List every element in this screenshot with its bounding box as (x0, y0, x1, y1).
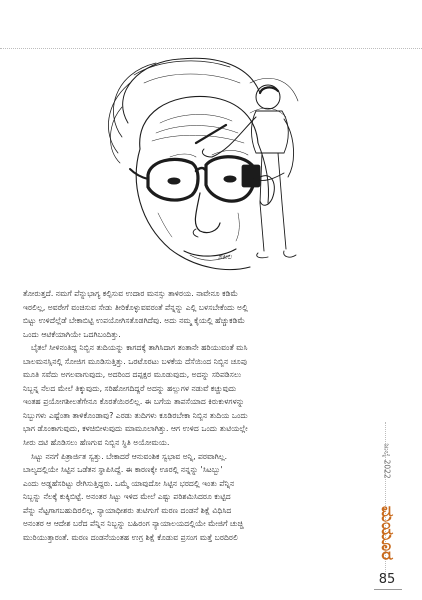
text-line: ಸೀರು ದಟಿ ಹೊಡಿಸಲು ಹೆಣಗುವ ನಿಬ್ಬಿನ ಸ್ಥಿತಿ ಅಯೋಮಯ. (23, 438, 170, 448)
text-line: ಭಾಗ ಡೊಂಕಾಗುವುದು, ಕಳಚಿಬೀಳುವುದು ಮಾಮೂಲಾಗಿತ್ತು. ಆಗ ಉಳಿದ ಒಂದು ತುಟಿಯಲ್ಲೇ (23, 424, 248, 434)
text-line: ಮುರಿಯುತ್ತಾರಂತೆ. ಮರಣ ದಂಡನೆಯಂತಹ ಉಗ್ರ ಶಿಕ್ಷೆ ಕೊಡುವ ಪ್ರಸಂಗ ಮತ್ತೆ ಬರದಿರಲಿ (23, 532, 238, 542)
text-line: ಇಂತಹ ಪ್ರಯೋಗಶೀಲತೆಗೇನೂ ಕೊರತೆಯಿರಲಿಲ್ಲ. ಈ ಬಗೆಯ ತಾಪಸೆಯಾದ ಕಿರುಕುಳಗಳನ್ನು (23, 397, 245, 407)
text-line: ಬಿಟ್ಟು ಉಳಿದೆಲ್ಲೆಡೆ ಬೇಕಾಬಿಟ್ಟಿ ಉಪಯೋಗಿಸತೊಡಗಿದೆವು. ಅದು ನಮ್ಮ ಕೈಯಲ್ಲಿ ಹೆಚ್ಚುಕಡಿಮೆ (23, 316, 246, 326)
text-line: ಬಾಲಮನಸ್ಸಿನಲ್ಲಿ ಸೋಜಿಗ ಮೂಡಿಸುತ್ತಿತ್ತು. ಒರಟೊರಟು ಬಳಕೆಯ ದೆಸೆಯಿಂದ ನಿಬ್ಬಿನ ಚೂಪು (23, 356, 248, 366)
text-line: ತೋರುತ್ತದೆ. ನಮಗೆ ಪೆನ್ನುಭಾಗ್ಯ ಕಲ್ಪಿಸುವ ಉದಾರ ಮನಸ್ಸು ತಾಳಿರಯ. ನಾವೇನೂ ಕಡಿಮೆ (23, 289, 239, 298)
page-number: 85 (378, 572, 396, 587)
page-number-rule (374, 589, 402, 590)
top-dotted-rule (0, 48, 422, 49)
issue-date-text: ಜುಲೈ 2022 (383, 443, 393, 479)
artist-signature: ಶಕೀಲ (218, 253, 232, 261)
text-line: ಮೂತಿ ಸವೆದು ಅಗಲವಾಗುವುದು, ಅದರಿಂದ ದಪ್ಪಕ್ಷರ ಮೂಡುವುದು, ಅದನ್ನು ಸರಿಪಡಿಸಲು (23, 370, 242, 380)
text-line: ಇರಲಿಲ್ಲ, ಅವರೇಗೆ ವಂಚಿಸುವ ಸೇಡು ತೀರಿಕೊಳ್ಳುವವರಂತೆ ಪೆನ್ನನ್ನು ಎಲ್ಲಿ ಬಳಸಬೇಕೆಂದು ಅಲ್ಲಿ (23, 302, 248, 312)
paragraph (23, 450, 366, 545)
text-line: ಸಿಟ್ಟು ನನಗೆ ಪಿತ್ರಾರ್ಜಿತ ಸ್ವತ್ತು. ಬೇಕಾದರೆ ಆನುವಂಶಿಕ ಸ್ವಭಾವ ಅನ್ನಿ, ಪರವಾಗಿಲ್ಲ. (31, 451, 228, 461)
text-line: ಪೆನ್ನು ನೆಟ್ಟಗಾಗಬಹುದಿರಲಿಲ್ಲ. ನ್ಯಾಯಾಧೀಶರು ತುಟಿಗುಗೆ ಮರಣ ದಂಡನೆ ಶಿಕ್ಷೆ ವಿಧಿಸಿದ (23, 505, 232, 515)
text-line: ನಿಬ್ಬುಗಳು ಎಷ್ಟೆಂತಾ ತಾಳಿಕೊಂಡಾವು? ಎರಡು ತುದಿಗಳು ಕೂಡಿರಬೇಕಾ ನಿಬ್ಬಿನ ತುದಿಯ ಒಂದು (23, 410, 248, 420)
text-line: ಬೈತಲೆ ಸೀಳಿನಂತಿದ್ದ ನಿಬ್ಬಿನ ತುದಿಯನ್ನು ಕಾಗದಕ್ಕೆ ತಾಗಿಸಿದಾಗ ತಂತಾನೇ ಹರಿಯುವಂತೆ ಮಸಿ (31, 343, 248, 353)
text-line: ನಿಬ್ಬನ್ನು ನೆಲಕ್ಕೆ ಕುಕ್ಕಿಬಿಟ್ಟೆ. ಅನಂತರ ಸಿಟ್ಟು ಇಳಿದ ಮೇಲೆ ಎಷ್ಟು ಪರಿಶಮಿಸಿದರೂ ಕುಟ್ಟಿದ (23, 492, 231, 502)
text-line: ಎಂದು ಅಡ್ಡಹೆಸರಿಟ್ಟು ರೇಗಿಸುತ್ತಿದ್ದರು. ಒಮ್ಮೆ ಯಾವುದೋ ಸಿಟ್ಟಿನ ಭರದಲ್ಲಿ ಇಂತು ಪೆನ್ನಿನ (23, 478, 235, 488)
text-line: ಒಂದು ಆಟಿಕೆಯಾಗಿಯೇ ಒದಗಿಬಂದಿತ್ತು. (23, 329, 121, 339)
paragraph (23, 287, 366, 341)
issue-date (372, 430, 402, 492)
article-body (23, 287, 366, 544)
magazine-logo (372, 500, 402, 566)
caricature-illustration (100, 53, 314, 281)
text-line: ನಿಬ್ಬನ್ನ ನೆಲದ ಮೇಲೆ ತಿಕ್ಕುವುದು, ಸರಿಹೋಗದಿದ್ದರೆ ಅದನ್ನು ಹಲ್ಲುಗಳ ನಡುವೆ ಕಚ್ಚುವುದು (23, 383, 237, 393)
paragraph (23, 341, 366, 449)
text-line: ಬಾಲ್ಯದಲ್ಲಿಯೇ ಸಿಟ್ಟಿನ ಒಡೆತನ ಸ್ಥಾಪಿಸಿದ್ದೆ. ಈ ಕಾರಣಕ್ಕೇ ಊರಲ್ಲಿ ನನ್ನನ್ನು 'ಸಿಟಬ್ಬು' (23, 465, 223, 475)
text-line: ಅನಂತರ ಆ ಆದೇಶ ಬರೆದ ಪೆನ್ನಿನ ನಿಬ್ಬನ್ನು ಬಹಿರಂಗ ನ್ಯಾಯಾಲಯದಲ್ಲಿಯೇ ಮೇಜಿಗೆ ಚುಚ್ಚಿ (23, 519, 244, 529)
magazine-name: ಮಯೂರ (377, 505, 397, 561)
